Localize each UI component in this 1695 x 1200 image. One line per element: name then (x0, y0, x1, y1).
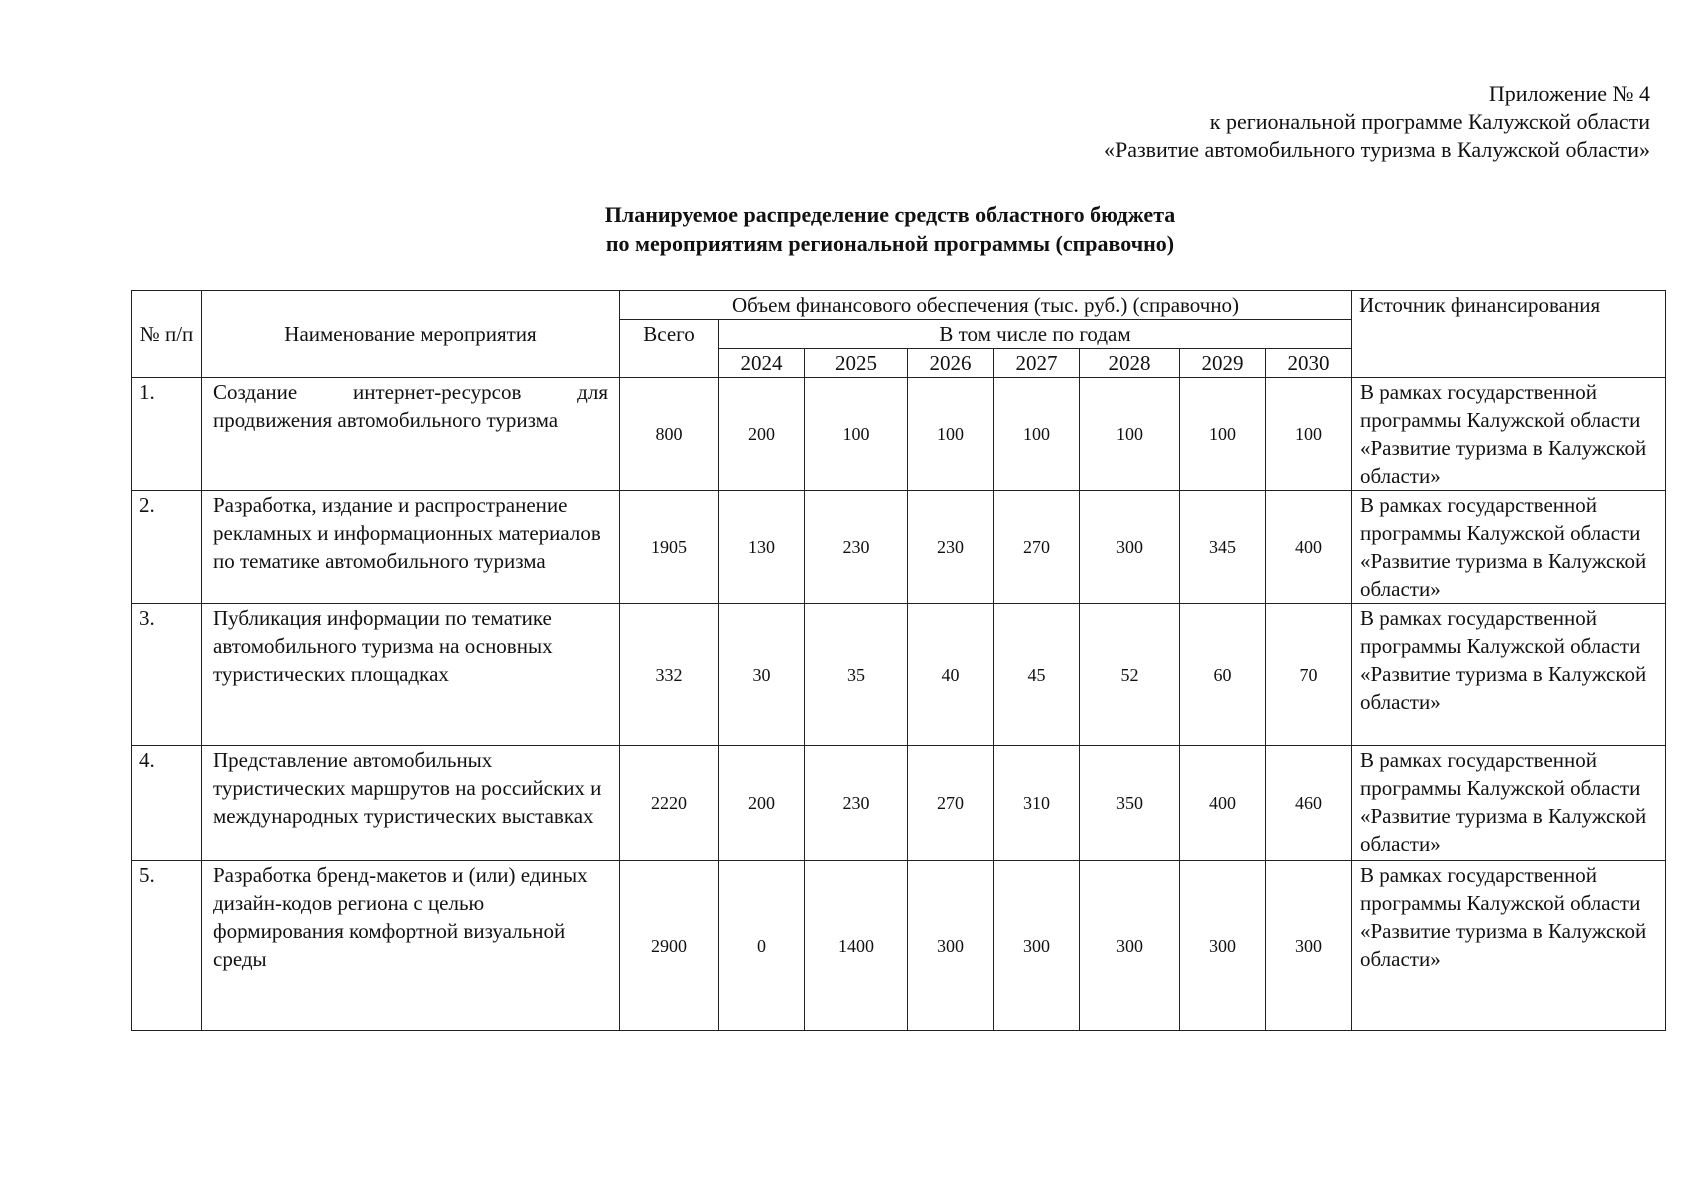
year-value: 30 (719, 604, 805, 746)
header-row-1 (132, 291, 1666, 320)
year-value: 300 (1266, 861, 1352, 1031)
header-name: Наименование мероприятия (202, 291, 620, 378)
activity-name: Разработка бренд-макетов и (или) единых дизайн-кодов региона с целью формирования комфортной визуальной среды (202, 861, 620, 1031)
year-value: 300 (1080, 491, 1180, 604)
year-value: 45 (994, 604, 1080, 746)
header-year: 2030 (1266, 349, 1352, 378)
total-value: 800 (620, 378, 719, 491)
table-row (132, 861, 1666, 1031)
header-year: 2027 (994, 349, 1080, 378)
total-value: 332 (620, 604, 719, 746)
year-value: 100 (994, 378, 1080, 491)
year-value: 40 (908, 604, 994, 746)
total-value: 2900 (620, 861, 719, 1031)
row-number: 5. (132, 861, 202, 1031)
activity-name: Разработка, издание и распространение рекламных и информационных материалов по тематике автомобильного туризма (202, 491, 620, 604)
year-value: 230 (805, 491, 908, 604)
appendix-program-name: «Развитие автомобильного туризма в Калужской области» (1103, 137, 1650, 162)
year-value: 300 (908, 861, 994, 1031)
header-by-years: В том числе по годам (719, 320, 1352, 349)
table-row (132, 604, 1666, 746)
year-value: 230 (908, 491, 994, 604)
funding-source: В рамках государственной программы Калужской области «Развитие туризма в Калужской области» (1352, 861, 1666, 1031)
year-value: 100 (1266, 378, 1352, 491)
year-value: 310 (994, 746, 1080, 861)
appendix-number: Приложение № 4 (1488, 81, 1650, 106)
year-value: 270 (994, 491, 1080, 604)
header-year: 2028 (1080, 349, 1180, 378)
header-year: 2026 (908, 349, 994, 378)
year-value: 100 (1180, 378, 1266, 491)
year-value: 70 (1266, 604, 1352, 746)
activity-name: Создание интернет-ресурсов для продвижения автомобильного туризма (202, 378, 620, 491)
year-value: 230 (805, 746, 908, 861)
header-year: 2025 (805, 349, 908, 378)
funding-source: В рамках государственной программы Калужской области «Развитие туризма в Калужской области» (1352, 746, 1666, 861)
table-row (132, 746, 1666, 861)
year-value: 35 (805, 604, 908, 746)
activity-name: Представление автомобильных туристических маршрутов на российских и международных туристических выставках (202, 746, 620, 861)
year-value: 400 (1266, 491, 1352, 604)
total-value: 1905 (620, 491, 719, 604)
title-line-1: Планируемое распределение средств областного бюджета (604, 202, 1176, 227)
header-number: № п/п (132, 291, 202, 378)
activity-name: Публикация информации по тематике автомобильного туризма на основных туристических площадках (202, 604, 620, 746)
year-value: 300 (1080, 861, 1180, 1031)
year-value: 300 (994, 861, 1080, 1031)
header-volume: Объем финансового обеспечения (тыс. руб.) (справочно) (620, 291, 1352, 320)
row-number: 2. (132, 491, 202, 604)
funding-source: В рамках государственной программы Калужской области «Развитие туризма в Калужской области» (1352, 604, 1666, 746)
appendix-header (750, 80, 1650, 164)
title-line-2: по мероприятиям региональной программы (справочно) (605, 231, 1175, 256)
year-value: 100 (908, 378, 994, 491)
table-row (132, 491, 1666, 604)
table-row (132, 378, 1666, 491)
year-value: 200 (719, 746, 805, 861)
year-value: 345 (1180, 491, 1266, 604)
header-year: 2024 (719, 349, 805, 378)
header-total: Всего (620, 320, 719, 378)
year-value: 400 (1180, 746, 1266, 861)
row-number: 1. (132, 378, 202, 491)
year-value: 270 (908, 746, 994, 861)
header-source: Источник финансирования (1352, 291, 1666, 378)
year-value: 60 (1180, 604, 1266, 746)
year-value: 300 (1180, 861, 1266, 1031)
year-value: 350 (1080, 746, 1180, 861)
row-number: 3. (132, 604, 202, 746)
year-value: 52 (1080, 604, 1180, 746)
year-value: 100 (1080, 378, 1180, 491)
year-value: 460 (1266, 746, 1352, 861)
document-title (0, 200, 1695, 258)
funding-source: В рамках государственной программы Калужской области «Развитие туризма в Калужской области» (1352, 491, 1666, 604)
row-number: 4. (132, 746, 202, 861)
year-value: 200 (719, 378, 805, 491)
year-value: 100 (805, 378, 908, 491)
year-value: 1400 (805, 861, 908, 1031)
year-value: 0 (719, 861, 805, 1031)
year-value: 130 (719, 491, 805, 604)
header-year: 2029 (1180, 349, 1266, 378)
appendix-program-ref: к региональной программе Калужской области (1209, 109, 1650, 134)
total-value: 2220 (620, 746, 719, 861)
budget-distribution-table (131, 290, 1666, 1031)
funding-source: В рамках государственной программы Калужской области «Развитие туризма в Калужской области» (1352, 378, 1666, 491)
